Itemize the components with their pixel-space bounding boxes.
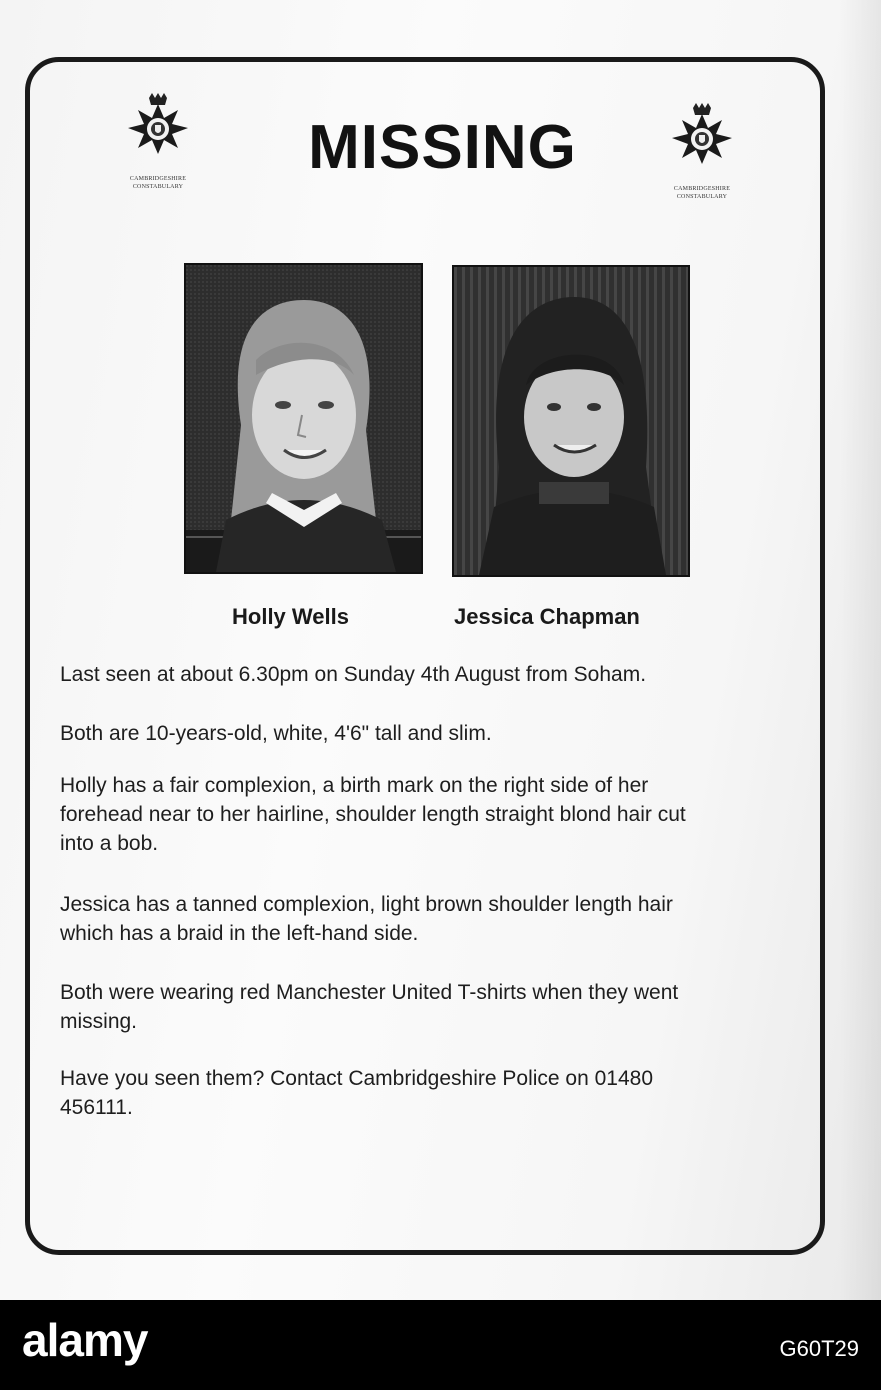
text-line: missing. [60,1010,138,1033]
text-line: Holly has a fair complexion, a birth mark on the right side of her [60,774,649,797]
crest-caption-line1: CAMBRIDGESHIRE [129,176,187,182]
last-seen-text [60,660,820,689]
text-line: which has a braid in the left-hand side. [60,922,419,945]
age-description-text [60,719,820,748]
photo-jessica-chapman [452,265,690,577]
text-line: Last seen at about 6.30pm on Sunday 4th August from Soham. [60,663,647,686]
caption-holly-wells: Holly Wells [232,604,349,629]
text-line: Both are 10-years-old, white, 4'6" tall and slim. [60,722,492,745]
watermark-brand: alamy [22,1314,148,1366]
text-line: into a bob. [60,832,159,855]
crest-caption-line2: CONSTABULARY [676,194,728,200]
poster-title: MISSING [308,113,577,182]
text-line: 456111. [60,1096,133,1119]
holly-description-text [60,771,820,858]
paper-shadow [839,0,881,1300]
text-line: Both were wearing red Manchester United T-shirts when they went [60,981,679,1004]
crest-caption-line1: CAMBRIDGESHIRE [673,186,731,192]
text-line: Have you seen them? Contact Cambridgeshire Police on 01480 [60,1067,654,1090]
clothing-description-text [60,978,820,1036]
jessica-description-text [60,890,820,948]
text-line: Jessica has a tanned complexion, light brown shoulder length hair [60,893,673,916]
photo-holly-wells [184,263,423,574]
watermark-image-id: G60T29 [779,1336,859,1361]
contact-text [60,1064,820,1122]
text-line: forehead near to her hairline, shoulder length straight blond hair cut [60,803,686,826]
caption-jessica-chapman: Jessica Chapman [454,604,640,629]
crest-caption-line2: CONSTABULARY [132,184,184,190]
